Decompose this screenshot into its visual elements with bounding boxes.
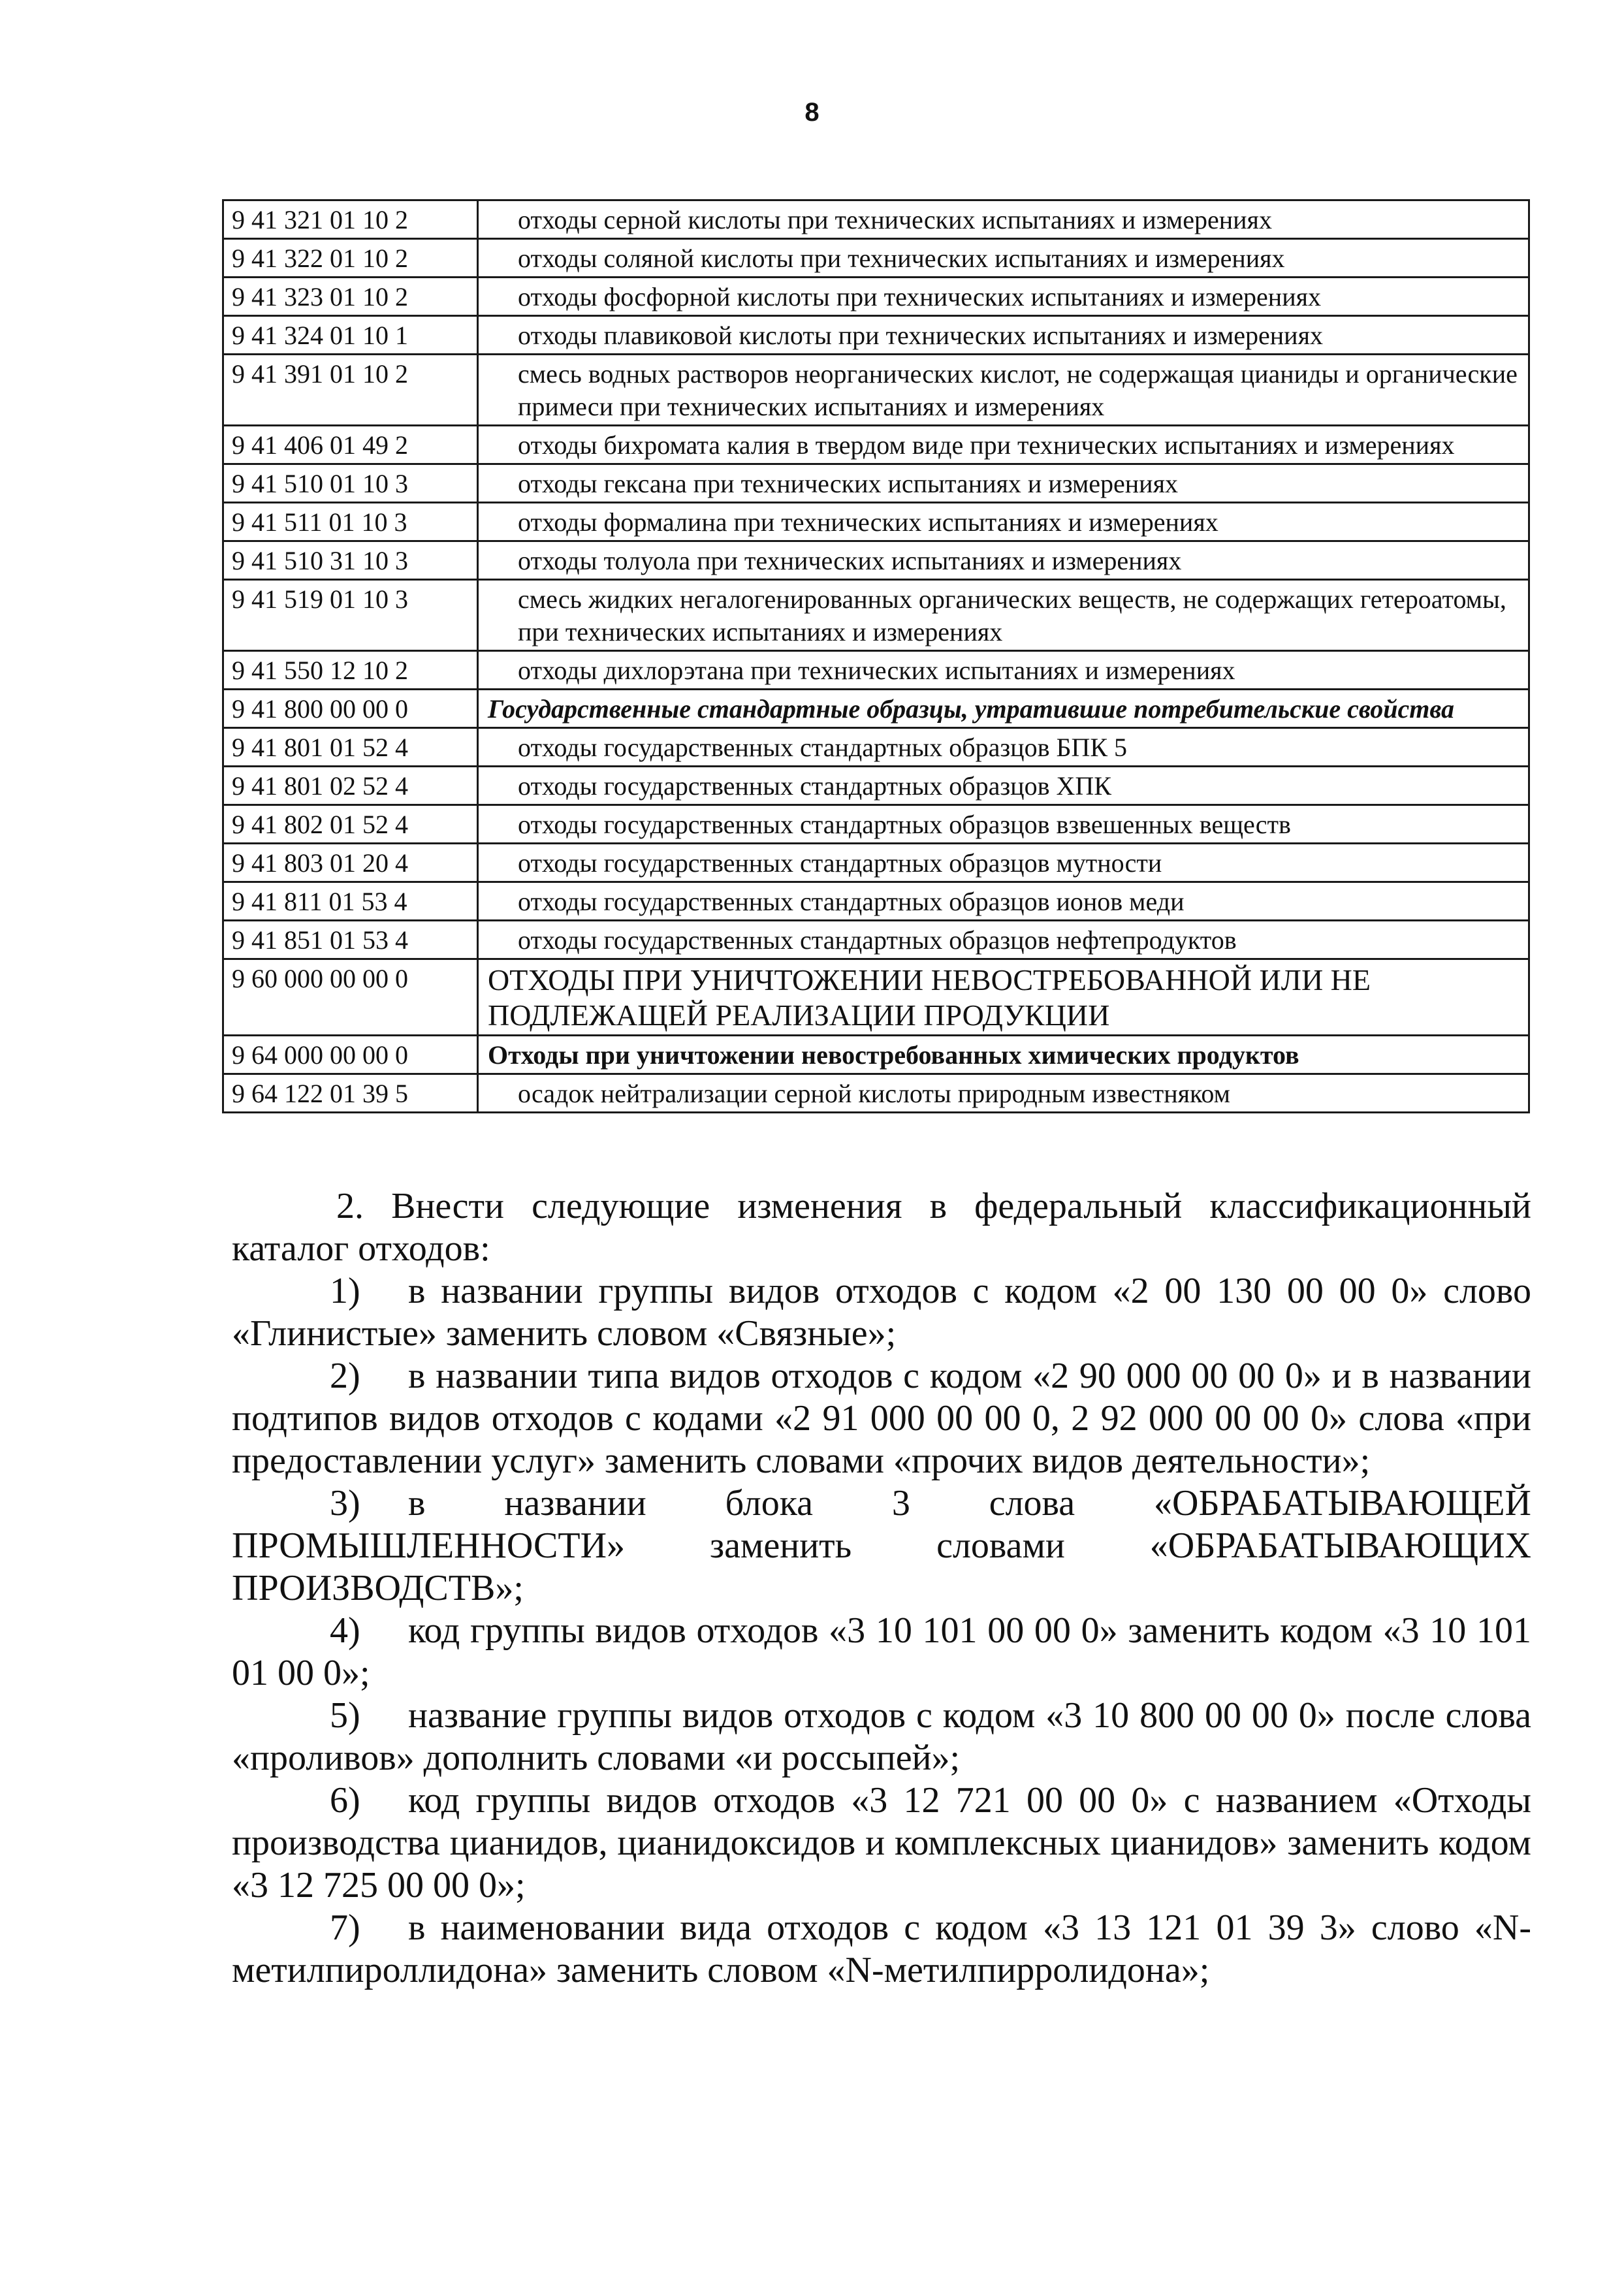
table-row [223, 1036, 1529, 1074]
table-row [223, 1074, 1529, 1113]
waste-code-cell: 9 41 511 01 10 3 [223, 503, 478, 541]
waste-code-cell: 9 41 321 01 10 2 [223, 200, 478, 239]
amendment-text: в названии типа видов отходов с кодом «2 90 000 00 00 0» и в названии подтипов видов отходов с кодами «2 91 000 00 00 0, 2 92 000 00 00 0» слова «при предоставлении услуг» заменить словами «прочих видов деятельности»; [232, 1356, 1531, 1481]
table-row [223, 503, 1529, 541]
waste-code-cell: 9 41 322 01 10 2 [223, 239, 478, 278]
amendment-text: в наименовании вида отходов с кодом «3 13 121 01 39 3» слово «N-метилпироллидона» заменить словом «N-метилпирролидона»; [232, 1907, 1531, 1990]
waste-description-cell: отходы государственных стандартных образцов БПК 5 [478, 728, 1529, 767]
waste-codes-table [222, 199, 1530, 1113]
intro-paragraph: 2. Внести следующие изменения в федеральный классификационный каталог отходов: [232, 1186, 1531, 1269]
table-row [223, 278, 1529, 316]
waste-description-cell: отходы плавиковой кислоты при технических испытаниях и измерениях [478, 316, 1529, 355]
waste-code-cell: 9 41 391 01 10 2 [223, 355, 478, 426]
waste-description-cell: отходы фосфорной кислоты при технических испытаниях и измерениях [478, 278, 1529, 316]
amendment-item [232, 1779, 1531, 1907]
waste-code-cell: 9 64 000 00 00 0 [223, 1036, 478, 1074]
table-row [223, 882, 1529, 921]
amendment-item [232, 1695, 1531, 1779]
waste-code-cell: 9 41 323 01 10 2 [223, 278, 478, 316]
table-row [223, 541, 1529, 580]
waste-description-cell: отходы государственных стандартных образцов ионов меди [478, 882, 1529, 921]
amendment-number: 6) [330, 1780, 360, 1821]
amendment-item [232, 1482, 1531, 1610]
waste-description-cell: смесь водных растворов неорганических кислот, не содержащая цианиды и органические примеси при технических испытаниях и измерениях [478, 355, 1529, 426]
waste-code-cell: 9 41 800 00 00 0 [223, 690, 478, 728]
waste-description-cell: осадок нейтрализации серной кислоты природным известняком [478, 1074, 1529, 1113]
waste-code-cell: 9 41 324 01 10 1 [223, 316, 478, 355]
table-row [223, 239, 1529, 278]
amendment-text: код группы видов отходов «3 10 101 00 00 0» заменить кодом «3 10 101 01 00 0»; [232, 1610, 1531, 1693]
page-number: 8 [804, 98, 820, 127]
amendment-text: название группы видов отходов с кодом «3 10 800 00 00 0» после слова «проливов» дополнить словами «и россыпей»; [232, 1695, 1531, 1778]
amendments-list [232, 1270, 1531, 1992]
amendment-number: 3) [330, 1483, 360, 1523]
table-row [223, 200, 1529, 239]
amendment-item [232, 1355, 1531, 1482]
waste-description-cell: отходы государственных стандартных образцов взвешенных веществ [478, 805, 1529, 844]
table-row [223, 690, 1529, 728]
amendment-item [232, 1610, 1531, 1695]
waste-code-cell: 9 41 550 12 10 2 [223, 651, 478, 690]
waste-code-cell: 9 41 802 01 52 4 [223, 805, 478, 844]
table-row [223, 426, 1529, 464]
waste-code-cell: 9 41 510 01 10 3 [223, 464, 478, 503]
waste-code-cell: 9 64 122 01 39 5 [223, 1074, 478, 1113]
waste-description-cell: отходы государственных стандартных образцов мутности [478, 844, 1529, 882]
waste-description-cell: ОТХОДЫ ПРИ УНИЧТОЖЕНИИ НЕВОСТРЕБОВАННОЙ ИЛИ НЕ ПОДЛЕЖАЩЕЙ РЕАЛИЗАЦИИ ПРОДУКЦИИ [478, 959, 1529, 1036]
amendment-number: 7) [330, 1907, 360, 1948]
table-row [223, 767, 1529, 805]
table-row [223, 580, 1529, 651]
table-row [223, 464, 1529, 503]
amendment-text: в названии блока 3 слова «ОБРАБАТЫВАЮЩЕЙ ПРОМЫШЛЕННОСТИ» заменить словами «ОБРАБАТЫВАЮЩИХ ПРОИЗВОДСТВ»; [232, 1483, 1531, 1608]
table-row [223, 921, 1529, 959]
waste-description-cell: отходы толуола при технических испытаниях и измерениях [478, 541, 1529, 580]
table-row [223, 728, 1529, 767]
amendment-text: в названии группы видов отходов с кодом «2 00 130 00 00 0» слово «Глинистые» заменить словом «Связные»; [232, 1271, 1531, 1354]
waste-code-cell: 9 41 803 01 20 4 [223, 844, 478, 882]
amendment-number: 4) [330, 1610, 360, 1651]
table-row [223, 355, 1529, 426]
table-row [223, 844, 1529, 882]
waste-code-cell: 9 41 851 01 53 4 [223, 921, 478, 959]
waste-description-cell: отходы дихлорэтана при технических испытаниях и измерениях [478, 651, 1529, 690]
table-body [223, 200, 1529, 1113]
amendment-number: 5) [330, 1695, 360, 1736]
amendment-text: код группы видов отходов «3 12 721 00 00 0» с названием «Отходы производства цианидов, цианидоксидов и комплексных цианидов» заменить кодом «3 12 725 00 00 0»; [232, 1780, 1531, 1905]
waste-code-cell: 9 60 000 00 00 0 [223, 959, 478, 1036]
waste-description-cell: отходы государственных стандартных образцов ХПК [478, 767, 1529, 805]
waste-description-cell: Отходы при уничтожении невостребованных химических продуктов [478, 1036, 1529, 1074]
waste-description-cell: отходы государственных стандартных образцов нефтепродуктов [478, 921, 1529, 959]
table-row [223, 651, 1529, 690]
waste-description-cell: отходы формалина при технических испытаниях и измерениях [478, 503, 1529, 541]
waste-code-cell: 9 41 811 01 53 4 [223, 882, 478, 921]
waste-description-cell: отходы гексана при технических испытаниях и измерениях [478, 464, 1529, 503]
amendment-item [232, 1907, 1531, 1992]
table-row [223, 805, 1529, 844]
waste-code-cell: 9 41 801 01 52 4 [223, 728, 478, 767]
waste-description-cell: отходы бихромата калия в твердом виде при технических испытаниях и измерениях [478, 426, 1529, 464]
waste-code-cell: 9 41 801 02 52 4 [223, 767, 478, 805]
amendment-item [232, 1270, 1531, 1355]
amendment-number: 2) [330, 1356, 360, 1396]
waste-description-cell: Государственные стандартные образцы, утратившие потребительские свойства [478, 690, 1529, 728]
table-row [223, 316, 1529, 355]
amendments-text [232, 1185, 1531, 1992]
waste-code-cell: 9 41 510 31 10 3 [223, 541, 478, 580]
waste-description-cell: отходы серной кислоты при технических испытаниях и измерениях [478, 200, 1529, 239]
waste-description-cell: отходы соляной кислоты при технических испытаниях и измерениях [478, 239, 1529, 278]
amendment-number: 1) [330, 1271, 360, 1311]
waste-description-cell: смесь жидких негалогенированных органических веществ, не содержащих гетероатомы, при технических испытаниях и измерениях [478, 580, 1529, 651]
waste-code-cell: 9 41 406 01 49 2 [223, 426, 478, 464]
waste-code-cell: 9 41 519 01 10 3 [223, 580, 478, 651]
table-row [223, 959, 1529, 1036]
